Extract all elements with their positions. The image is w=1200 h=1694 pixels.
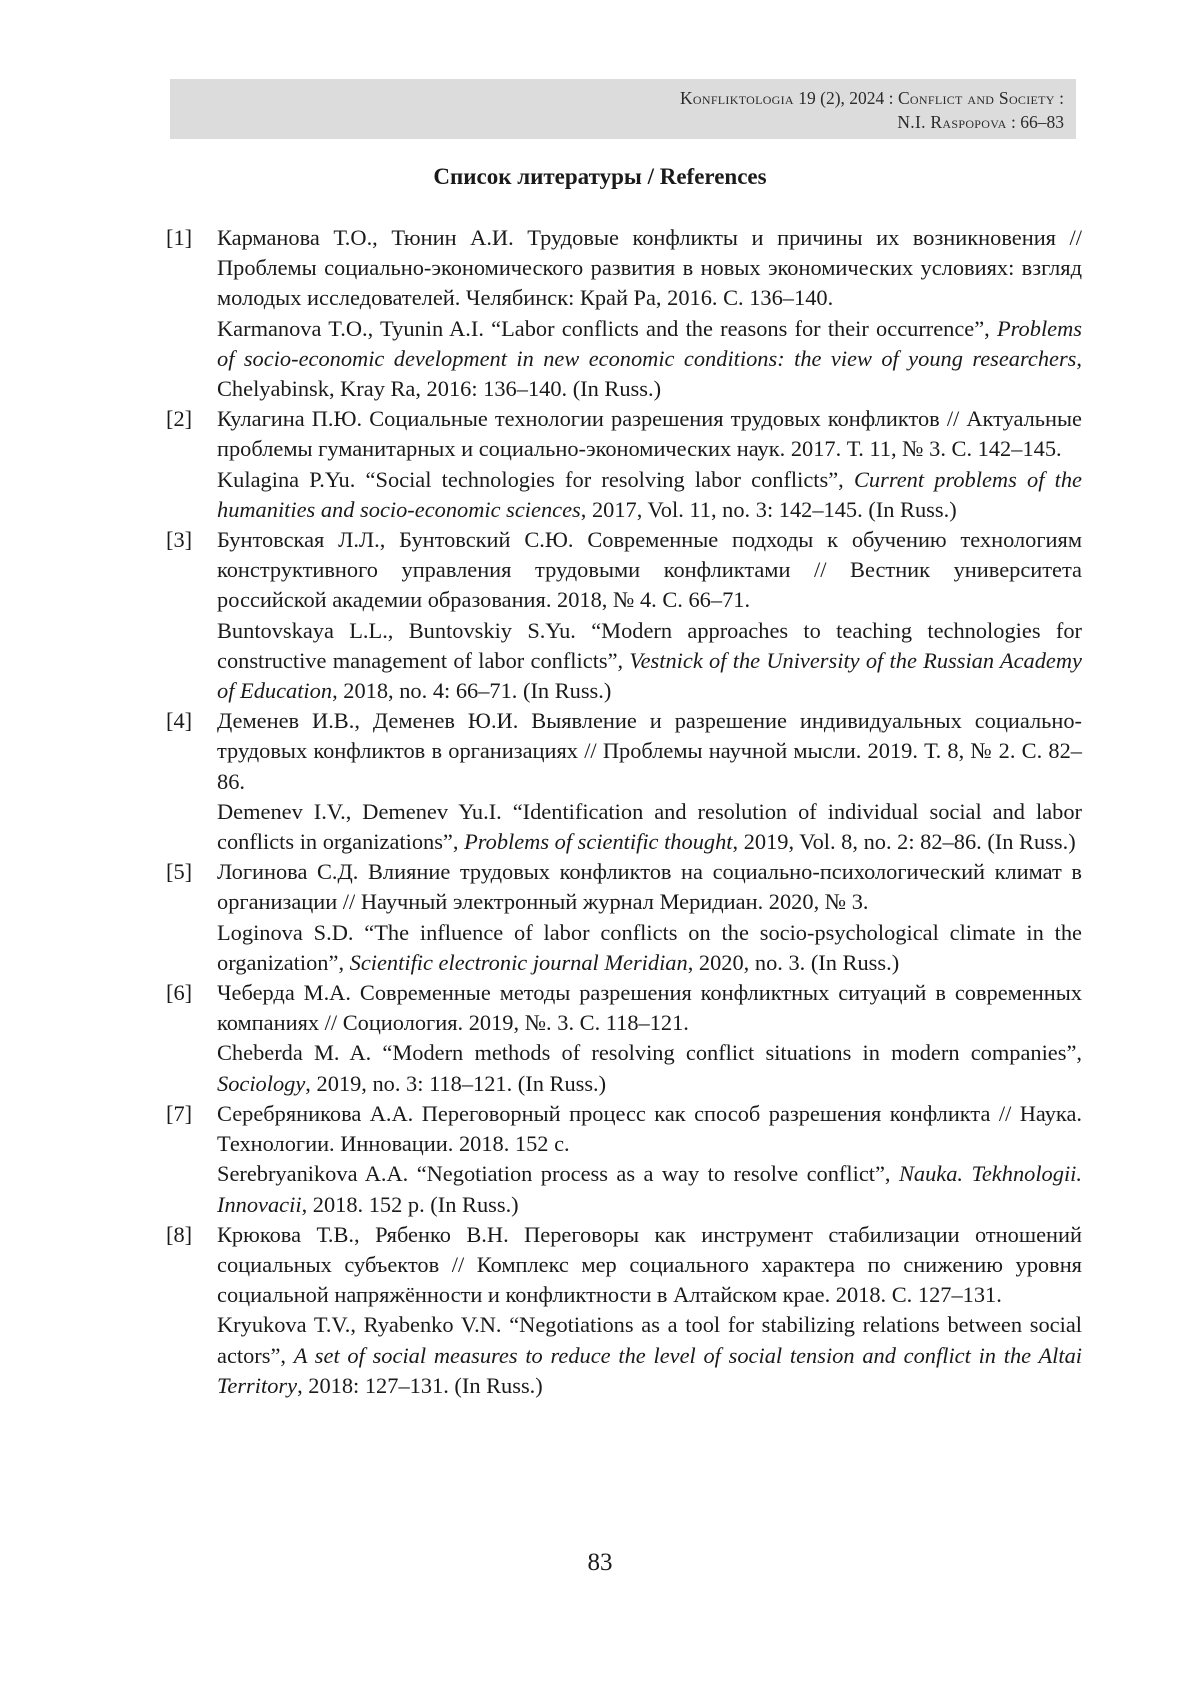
reference-english (217, 1159, 1082, 1219)
reference-item (166, 223, 1082, 404)
reference-source: Current problems of the humanities and socio-economic sciences (217, 467, 1082, 522)
reference-english (217, 1310, 1082, 1401)
reference-item (166, 706, 1082, 857)
page-number: 83 (0, 1548, 1200, 1578)
references-title: Список литературы / References (0, 163, 1200, 191)
page-range: : 66–83 (1007, 112, 1064, 132)
reference-source: Problems of socio-economic development in new economic conditions: the view of young researchers (217, 316, 1082, 371)
reference-details: , 2018, no. 4: 66–71. (In Russ.) (332, 678, 611, 703)
reference-russian: Логинова С.Д. Влияние трудовых конфликтов на социально-психологический климат в организации // Научный электронный журнал Меридиан. 2020, № 3. (217, 857, 1082, 917)
reference-item (166, 404, 1082, 525)
running-header (170, 79, 1076, 139)
reference-details: , Chelyabinsk, Kray Ra, 2016: 136–140. (In Russ.) (217, 346, 1082, 401)
reference-number: [1] (166, 223, 192, 253)
reference-russian: Серебряникова А.А. Переговорный процесс как способ разрешения конфликта // Наука. Технологии. Инновации. 2018. 152 с. (217, 1099, 1082, 1159)
reference-source: Sociology (217, 1071, 305, 1096)
reference-number: [2] (166, 404, 192, 434)
reference-number: [5] (166, 857, 192, 887)
reference-number: [8] (166, 1220, 192, 1250)
reference-authors-title: Serebryanikova A.A. “Negotiation process as a way to resolve conflict”, (217, 1161, 899, 1186)
reference-number: [3] (166, 525, 192, 555)
section-name: Conflict and Society (898, 88, 1055, 108)
running-header-author (170, 110, 1064, 134)
reference-authors-title: Demenev I.V., Demenev Yu.I. “Identification and resolution of individual social and labor conflicts in organizations”, (217, 799, 1082, 854)
reference-source: Problems of scientific thought (464, 829, 732, 854)
reference-russian: Кулагина П.Ю. Социальные технологии разрешения трудовых конфликтов // Актуальные проблемы гуманитарных и социально-экономических наук. 2017. Т. 11, № 3. С. 142–145. (217, 404, 1082, 464)
reference-item (166, 978, 1082, 1099)
journal-name: Konfliktologia (680, 88, 794, 108)
reference-english (217, 465, 1082, 525)
reference-source: A set of social measures to reduce the level of social tension and conflict in the Altai Territory (217, 1343, 1082, 1398)
running-header-journal (170, 86, 1064, 110)
reference-details: , 2017, Vol. 11, no. 3: 142–145. (In Russ.) (581, 497, 957, 522)
reference-source: Scientific electronic journal Meridian (350, 950, 688, 975)
reference-item (166, 857, 1082, 978)
reference-authors-title: Cheberda M. A. “Modern methods of resolving conflict situations in modern companies”, (217, 1040, 1082, 1065)
reference-english (217, 314, 1082, 405)
reference-source: Nauka. Tekhnologii. Innovacii (217, 1161, 1082, 1216)
reference-english (217, 616, 1082, 707)
reference-russian: Чеберда М.А. Современные методы разрешения конфликтных ситуаций в современных компаниях // Социология. 2019, №. 3. С. 118–121. (217, 978, 1082, 1038)
reference-number: [4] (166, 706, 192, 736)
reference-english (217, 1038, 1082, 1098)
reference-authors-title: Kryukova T.V., Ryabenko V.N. “Negotiations as a tool for stabilizing relations between social actors”, (217, 1312, 1082, 1367)
reference-details: , 2019, no. 3: 118–121. (In Russ.) (305, 1071, 606, 1096)
reference-russian: Карманова Т.О., Тюнин А.И. Трудовые конфликты и причины их возникновения // Проблемы социально-экономического развития в новых экономических условиях: взгляд молодых исследователей. Челябинск: Край Ра, 2016. С. 136–140. (217, 223, 1082, 314)
journal-issue: 19 (2), 2024 : (794, 88, 898, 108)
reference-source: Vestnick of the University of the Russian Academy of Education (217, 648, 1082, 703)
reference-russian: Крюкова Т.В., Рябенко В.Н. Переговоры как инструмент стабилизации отношений социальных субъектов // Комплекс мер социального характера по снижению уровня социальной напряжённости и конфликтности в Алтайском крае. 2018. С. 127–131. (217, 1220, 1082, 1311)
header-separator: : (1055, 88, 1064, 108)
reference-number: [7] (166, 1099, 192, 1129)
reference-authors-title: Kulagina P.Yu. “Social technologies for resolving labor conflicts”, (217, 467, 854, 492)
author-name: N.I. Raspopova (897, 112, 1006, 132)
reference-english (217, 797, 1082, 857)
reference-authors-title: Buntovskaya L.L., Buntovskiy S.Yu. “Modern approaches to teaching technologies for constructive management of labor conflicts”, (217, 618, 1082, 673)
reference-item (166, 525, 1082, 706)
reference-english (217, 918, 1082, 978)
reference-authors-title: Loginova S.D. “The influence of labor conflicts on the socio-psychological climate in the organization”, (217, 920, 1082, 975)
reference-details: , 2020, no. 3. (In Russ.) (688, 950, 899, 975)
reference-list (166, 223, 1082, 1401)
reference-item (166, 1220, 1082, 1401)
reference-item (166, 1099, 1082, 1220)
reference-number: [6] (166, 978, 192, 1008)
reference-authors-title: Karmanova T.O., Tyunin A.I. “Labor conflicts and the reasons for their occurrence”, (217, 316, 997, 341)
reference-details: , 2019, Vol. 8, no. 2: 82–86. (In Russ.) (733, 829, 1076, 854)
reference-russian: Бунтовская Л.Л., Бунтовский С.Ю. Современные подходы к обучению технологиям конструктивного управления трудовыми конфликтами // Вестник университета российской академии образования. 2018, № 4. С. 66–71. (217, 525, 1082, 616)
reference-details: , 2018: 127–131. (In Russ.) (297, 1373, 543, 1398)
reference-details: , 2018. 152 p. (In Russ.) (302, 1192, 519, 1217)
reference-russian: Деменев И.В., Деменев Ю.И. Выявление и разрешение индивидуальных социально-трудовых конфликтов в организациях // Проблемы научной мысли. 2019. Т. 8, № 2. С. 82–86. (217, 706, 1082, 797)
